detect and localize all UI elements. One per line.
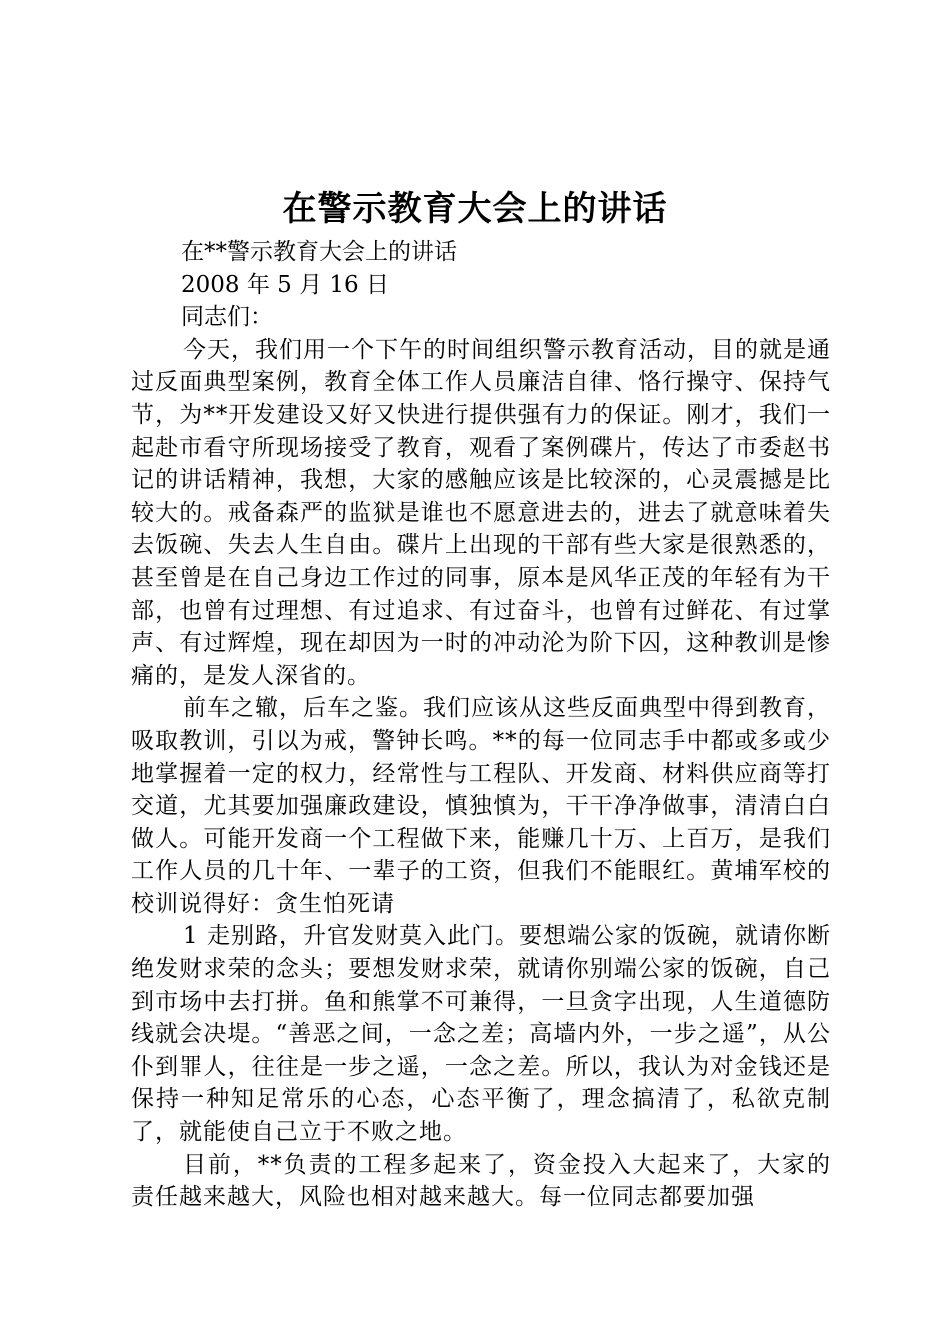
salutation: 同志们： — [181, 304, 273, 331]
paragraph-1: 今天，我们用一个下午的时间组织警示教育活动，目的就是通过反面典型案例，教育全体工作人员廉洁自律、恪行操守、保持气节，为**开发建设又好又快进行提供强有力的保证。刚才，我们一起赴市看守所现场接受了教育，观看了案例碟片，传达了市委赵书记的讲话精神，我想，大家的感触应该是比较深的，心灵震撼是比较大的。戒备森严的监狱是谁也不愿意进去的，进去了就意味着失去饭碗、失去人生自由。碟片上出现的干部有些大家是很熟悉的，甚至曾是在自己身边工作过的同事，原本是风华正茂的年轻有为干部，也曾有过理想、有过追求、有过奋斗，也曾有过鲜花、有过掌声、有过辉煌，现在却因为一时的冲动沦为阶下囚，这种教训是惨痛的，是发人深省的。 — [131, 336, 831, 689]
paragraph-4: 目前，**负责的工程多起来了，资金投入大起来了，大家的责任越来越大，风险也相对越来越大。每一位同志都要加强 — [131, 1151, 831, 1211]
document-title: 在警示教育大会上的讲话 — [282, 189, 668, 229]
paragraph-3: 1 走别路，升官发财莫入此门。要想端公家的饭碗，就请你断绝发财求荣的念头；要想发财求荣，就请你别端公家的饭碗，自己到市场中去打拼。鱼和熊掌不可兼得，一旦贪字出现，人生道德防线就会决堤。“善恶之间，一念之差；高墙内外，一步之遥”，从公仆到罪人，往往是一步之遥，一念之差。所以，我认为对金钱还是保持一种知足常乐的心态，心态平衡了，理念搞清了，私欲克制了，就能使自己立于不败之地。 — [131, 923, 831, 1146]
document-date: 2008 年 5 月 16 日 — [181, 271, 389, 298]
paragraph-2: 前车之辙，后车之鉴。我们应该从这些反面典型中得到教育，吸取教训，引以为戒，警钟长鸣。**的每一位同志手中都或多或少地掌握着一定的权力，经常性与工程队、开发商、材料供应商等打交道，尤其要加强廉政建设，慎独慎为，干干净净做事，清清白白做人。可能开发商一个工程做下来，能赚几十万、上百万，是我们工作人员的几十年、一辈子的工资，但我们不能眼红。黄埔军校的校训说得好：贪生怕死请 — [131, 695, 831, 917]
document-subtitle: 在**警示教育大会上的讲话 — [181, 239, 457, 265]
document-body — [131, 236, 831, 1214]
